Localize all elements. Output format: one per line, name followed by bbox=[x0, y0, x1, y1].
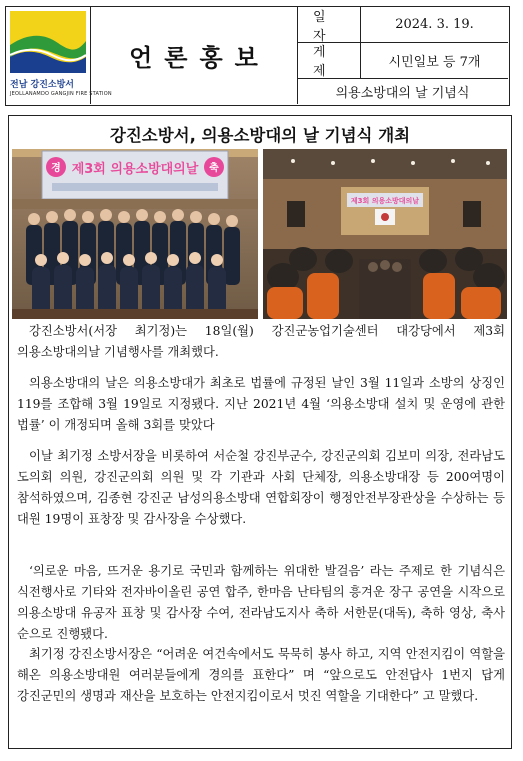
subject-value: 의용소방대의 날 기념식 bbox=[335, 85, 470, 101]
article-box bbox=[8, 115, 512, 749]
logo-english-name: JEOLLANAMDO GANGJIN FIRE STATION bbox=[10, 91, 112, 97]
source-row bbox=[297, 42, 508, 79]
logo-korean-name: 전남 강진소방서 bbox=[10, 80, 74, 90]
article-paragraph: 최기정 강진소방서장은 “어려운 여건속에서도 묵묵히 봉사 하고, 지역 안전지킴이 역할을 해온 의용소방대원 여러분들에게 경의를 표한다” 며 “앞으로도 안전답사 1번지 답게 강진군민의 생명과 재산을 보호하는 안전지킴이로서 멋진 역할을 기대한다” 고 말했다. bbox=[17, 647, 505, 703]
fire-station-logo-icon bbox=[10, 11, 86, 73]
date-value: 2024. 3. 19. bbox=[395, 17, 474, 32]
auditorium-photo bbox=[263, 149, 507, 319]
article-headline: 강진소방서, 의용소방대의 날 기념식 개최 bbox=[109, 126, 411, 145]
date-row bbox=[297, 7, 508, 43]
article-paragraph: ‘의로운 마음, 뜨거운 용기로 국민과 함께하는 위대한 발걸음’ 라는 주제로 한 기념식은 식전행사로 기타와 전자바이올린 공연 합주, 한마음 난타팀의 흥겨운 장구 공연을 시작으로 의용소방대 유공자 표창 및 감사장 수여, 전라남도지사 축하 서한문(대독), 축하 영상, 축사 순으로 진행됐다. bbox=[17, 564, 505, 641]
logo-cell bbox=[6, 7, 112, 104]
press-header-table bbox=[5, 6, 510, 106]
banner-text: 제3회 의용소방대의날 bbox=[71, 162, 199, 177]
banner-badge-right: 축 bbox=[209, 163, 219, 174]
article-paragraph: 강진소방서(서장 최기정)는 18일(월) 강진군농업기술센터 대강당에서 제3회 의용소방대의날 기념행사를 개최했다. bbox=[17, 324, 505, 359]
article-paragraph: 의용소방대의 날은 의용소방대가 최초로 법률에 규정된 날인 3월 11일과 소방의 상징인 119를 조합해 3월 19일로 지정됐다. 지난 2021년 4월 ‘의용소방대 설치 및 운영에 관한 법률’ 이 개정되며 올해 3회를 맞았다 bbox=[17, 376, 505, 432]
group-photo-image bbox=[12, 149, 258, 319]
date-label: 일자 bbox=[297, 7, 361, 42]
banner-badge-left: 경 bbox=[51, 163, 61, 174]
source-value: 시민일보 등 7개 bbox=[388, 54, 481, 70]
source-label: 게제 bbox=[297, 42, 361, 78]
auditorium-photo-image bbox=[263, 149, 507, 319]
stage-banner-text: 제3회 의용소방대의날 bbox=[350, 197, 420, 205]
document-title: 언론홍보 bbox=[129, 43, 270, 72]
group-photo bbox=[12, 149, 258, 319]
article-paragraph: 이날 최기정 소방서장을 비롯하여 서순철 강진부군수, 강진군의회 김보미 의장, 전라남도 도의회 의원, 강진군의회 의원 및 각 기관과 사회 단체장, 의용소방대장 등 200여명이 참석하였으며, 김종현 강진군 남성의용소방대 연합회장이 행정안전부장관상을 수상하는 등 대원 19명이 표창장 및 감사장을 수상했다. bbox=[17, 449, 505, 526]
document-title-cell bbox=[90, 7, 298, 104]
